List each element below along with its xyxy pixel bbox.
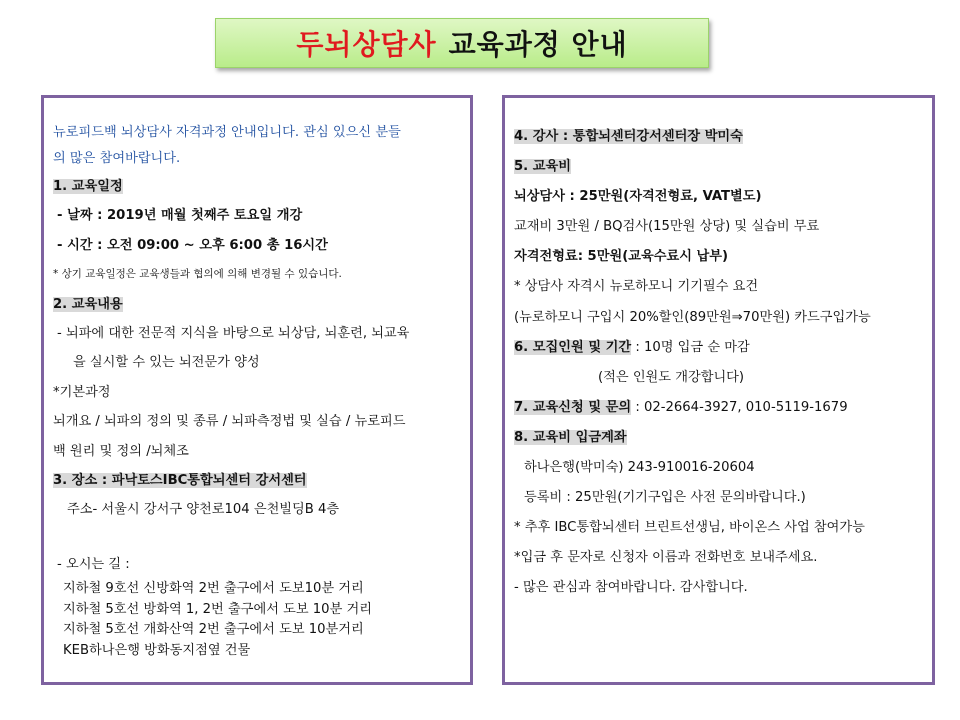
section-account-title: 8. 교육비 입금계좌 — [514, 429, 627, 445]
schedule-time: - 시간 : 오전 09:00 ~ 오후 6:00 총 16시간 — [57, 237, 328, 253]
fee-note-2: (뉴로하모니 구입시 20%할인(89만원⇒70만원) 카드구입가능 — [514, 309, 871, 325]
fee-exam: 자격전형료: 5만원(교육수료시 납부) — [514, 249, 729, 265]
note-deposit: *입금 후 문자로 신청자 이름과 전화번호 보내주세요. — [514, 550, 818, 566]
section-inquiry — [514, 393, 923, 423]
location-address: 주소- 서울시 강서구 양천로104 은천빌딩B 4층 — [67, 502, 340, 518]
section-recruitment — [514, 333, 923, 363]
directions-item: 지하철 9호선 신방화역 2번 출구에서 도보10분 거리 — [63, 581, 364, 597]
schedule-date: - 날짜 : 2019년 매월 첫째주 토요일 개강 — [57, 208, 303, 224]
section-fee-title: 5. 교육비 — [514, 159, 571, 175]
closing-message: - 많은 관심과 참여바랍니다. 감사합니다. — [514, 580, 748, 596]
page-title-rest: 교육과정 안내 — [448, 28, 628, 61]
directions-item: 지하철 5호선 개화산역 2번 출구에서 도보 10분거리 — [63, 622, 364, 638]
recruitment-text: : 10명 입금 순 마감 — [631, 339, 750, 355]
recruitment-subnote: (적은 인원도 개강합니다) — [598, 369, 745, 385]
section-content-title: 2. 교육내용 — [53, 296, 123, 312]
schedule-note: * 상기 교육일정은 교육생들과 협의에 의해 변경될 수 있습니다. — [53, 268, 342, 281]
note-participation: * 추후 IBC통합뇌센터 브린트선생님, 바이온스 사업 참여가능 — [514, 520, 865, 536]
intro-line-1: 뉴로피드백 뇌상담사 자격과정 안내입니다. 관심 있으신 분들 — [53, 125, 401, 140]
registration-fee: 등록비 : 25만원(기기구입은 사전 문의바랍니다.) — [524, 490, 806, 506]
fee-counselor: 뇌상담사 : 25만원(자격전형료, VAT별도) — [514, 189, 762, 205]
section-instructor-title: 4. 강사 : 통합뇌센터강서센터장 박미숙 — [514, 129, 743, 144]
directions-item: 지하철 5호선 방화역 1, 2번 출구에서 도보 10분 거리 — [63, 601, 372, 617]
content-line-2: 을 실시할 수 있는 뇌전문가 양성 — [73, 355, 260, 371]
content-basic-course: *기본과정 — [53, 384, 111, 400]
content-course-line-1: 뇌개요 / 뇌파의 정의 및 종류 / 뇌파측정법 및 실습 / 뉴로피드 — [53, 414, 406, 430]
fee-note-1: * 상담사 자격시 뉴로하모니 기기필수 요건 — [514, 279, 759, 295]
fee-materials: 교재비 3만원 / BQ검사(15만원 상당) 및 실습비 무료 — [514, 219, 820, 235]
bank-account: 하나은행(박미숙) 243-910016-20604 — [524, 460, 755, 476]
section-inquiry-title: 7. 교육신청 및 문의 — [514, 399, 632, 415]
inquiry-phone: : 02-2664-3927, 010-5119-1679 — [631, 399, 848, 415]
section-location-title: 3. 장소 : 파낙토스IBC통합뇌센터 강서센터 — [53, 473, 307, 489]
section-recruitment-title: 6. 모집인원 및 기간 — [514, 339, 632, 355]
content-course-line-2: 백 원리 및 정의 /뇌체조 — [53, 443, 189, 459]
content-line-1: - 뇌파에 대한 전문적 지식을 바탕으로 뇌상담, 뇌훈련, 뇌교육 — [57, 326, 410, 342]
page-title — [215, 18, 709, 68]
intro-line-2: 의 많은 참여바랍니다. — [53, 151, 181, 166]
right-info-panel — [502, 95, 935, 685]
left-info-panel — [41, 95, 473, 685]
directions-title: - 오시는 길 : — [57, 556, 130, 572]
section-schedule-title: 1. 교육일정 — [53, 179, 123, 194]
directions-item: KEB하나은행 방화동지점옆 건물 — [63, 642, 251, 658]
page-title-accent: 두뇌상담사 — [296, 28, 437, 61]
